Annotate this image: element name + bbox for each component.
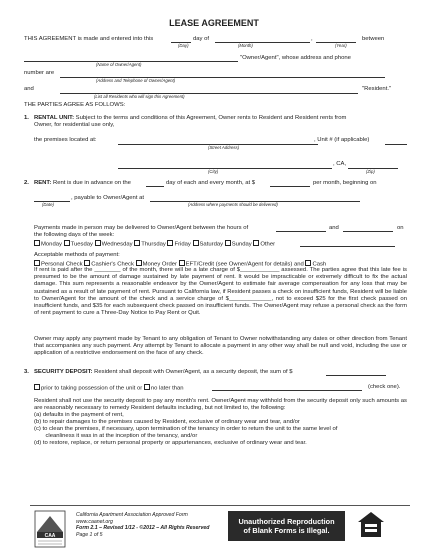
day-monday: Monday: [41, 241, 62, 248]
month-field[interactable]: [215, 42, 310, 43]
prior-text: prior to taking possession of the unit or: [41, 385, 143, 392]
label-day: (Day): [178, 43, 189, 48]
method-personal-check: Personal Check: [41, 261, 83, 268]
checkbox-icon[interactable]: [305, 260, 311, 266]
svg-text:CAA: CAA: [44, 533, 56, 539]
on-text: on: [397, 225, 404, 231]
reproduction-warning: [228, 511, 345, 541]
method-eft: EFT/Credit (see Owner/Agent for details) and: [185, 261, 304, 268]
owner-agent-text: "Owner/Agent", whose address and phone: [240, 55, 351, 61]
label-date: (Date): [42, 202, 54, 207]
checkbox-icon[interactable]: [95, 240, 101, 246]
label-year: (Year): [335, 43, 347, 48]
warning-line-2: of Blank Forms is Illegal.: [243, 526, 330, 535]
method-cashiers-check: Cashier's Check: [91, 261, 134, 268]
number-are-text: number are: [24, 70, 55, 76]
header-line-1: [24, 36, 153, 43]
rent-text-1: Rent is due in advance on the: [52, 180, 131, 186]
late-fee-paragraph: If rent is paid after the ________ of the month, there will be a late charge of $____________ assessed. The parties agree that this late fee is presumed to be the amount of damage sustained by late payment of rent. It would be impracticable or extremely difficult to fix the actual damage. This sum represents a reasonable endeavor by the Owner/Agent to estimate fair average compensation for any loss that may be sustained as a result of late payment of rent. Pursuant to California law, if Resident passes a check on insufficient funds, Resident will be liable to Owner/Agent for the amount of the check and a service charge of $_____________, not to exceed $25 for the first check passed on insufficient funds, and $35 for each subsequent check passed on insufficient funds. The Owner/Agent may refuse a personal check as the form of rent payment to cure a Three-Day Notice to Pay Rent or Quit.: [34, 267, 407, 317]
checkbox-icon[interactable]: [134, 240, 140, 246]
checkbox-icon[interactable]: [253, 240, 259, 246]
checkbox-icon[interactable]: [193, 240, 199, 246]
dayof-text: day of: [193, 36, 210, 42]
checkbox-icon[interactable]: [34, 240, 40, 246]
checkbox-icon[interactable]: [64, 240, 70, 246]
payment-application-paragraph: Owner may apply any payment made by Tenant to any obligation of Tenant to Owner notwithstanding any dates or other direction from Tenant that accompanies any such payment. Any attempt by Tenant to allocate a payment in any other way shall be null and void, including the use or application of a restrictive endorsement on the face of any check.: [34, 336, 407, 357]
checkbox-icon[interactable]: [167, 240, 173, 246]
footer-url[interactable]: www.caanet.org: [76, 518, 113, 525]
city-field[interactable]: [118, 168, 332, 169]
and-text: and: [24, 86, 34, 92]
day-friday: Friday: [174, 241, 191, 248]
day-thursday: Thursday: [141, 241, 166, 248]
day-wednesday: Wednesday: [101, 241, 133, 248]
label-city: (City): [208, 169, 219, 174]
days-checkboxes: [34, 240, 275, 249]
parties-agree: THE PARTIES AGREE AS FOLLOWS:: [24, 102, 126, 108]
deposit-amount-field[interactable]: [326, 375, 386, 376]
section-1-text: Subject to the terms and conditions of this Agreement, Owner rents to Resident and Resident rents from: [75, 115, 347, 121]
unit-field[interactable]: [385, 144, 407, 145]
footer-org: California Apartment Association Approved Form: [76, 512, 188, 518]
hours-from-field[interactable]: [276, 231, 326, 232]
payable-text: , payable to Owner/Agent at: [71, 195, 145, 201]
footer-page: Page 1 of 5: [76, 531, 103, 538]
deposit-text: Resident shall deposit with Owner/Agent, as a security deposit, the sum of $: [94, 369, 293, 375]
label-month: (Month): [238, 43, 253, 48]
footer-form: Form 2.1 – Revised 1/12 - ©2012 – All Rights Reserved: [76, 525, 210, 532]
payments-text: Payments made in person may be delivered to Owner/Agent between the hours of: [34, 225, 249, 231]
check-one-text: (check one).: [368, 384, 401, 390]
no-later-date-field[interactable]: [212, 390, 362, 391]
rent-amount-field[interactable]: [270, 186, 310, 187]
resident-text: "Resident.": [362, 86, 392, 92]
label-street: (Street Address): [208, 145, 240, 150]
section-3-number: 3.: [24, 369, 29, 375]
deposit-item-c: (c) to clean the premises, if necessary, upon termination of the tenancy in order to return the unit to the same level of: [34, 426, 338, 432]
no-later-text: no later than: [150, 385, 184, 392]
caa-logo-icon: [34, 510, 66, 548]
header-text: THIS AGREEMENT is made and entered into this: [24, 36, 154, 42]
label-residents: (List all Residents who will sign this Agreement): [94, 94, 185, 99]
checkbox-icon[interactable]: [34, 260, 40, 266]
deposit-paragraph: Resident shall not use the security deposit to pay any month's rent. Owner/Agent may withhold from the security deposit only such amounts as are reasonably necessary to remedy Resident defaults including, but not limited to, the following:: [34, 398, 407, 412]
checkbox-icon[interactable]: [34, 384, 40, 390]
checkbox-icon[interactable]: [144, 384, 150, 390]
unit-text: , Unit # (if applicable): [314, 137, 370, 143]
label-zip: (Zip): [366, 169, 375, 174]
footer-divider: [30, 505, 410, 506]
other-day-field[interactable]: [300, 246, 395, 247]
checkbox-icon[interactable]: [136, 260, 142, 266]
deposit-timing: [34, 384, 184, 393]
section-1-number: 1.: [24, 115, 29, 121]
section-2-heading: RENT:: [34, 180, 52, 186]
between-text: between: [362, 36, 385, 42]
deposit-item-a: (a) defaults in the payment of rent,: [34, 412, 124, 418]
section-1-heading: RENTAL UNIT:: [34, 115, 75, 121]
rent-text-3: per month, beginning on: [313, 180, 377, 186]
ca-text: , CA,: [333, 161, 347, 167]
label-where: (Address where payments should be delivered): [188, 202, 278, 207]
day-other: Other: [260, 241, 276, 248]
method-money-order: Money Order: [142, 261, 177, 268]
checkbox-icon[interactable]: [179, 260, 185, 266]
checkbox-icon[interactable]: [225, 240, 231, 246]
and-text-2: and: [329, 225, 339, 231]
following-days-text: the following days of the week:: [34, 232, 115, 238]
section-2-number: 2.: [24, 180, 29, 186]
deposit-item-c-cont: cleanliness it was in at the inception of the tenancy, and/or: [34, 433, 198, 439]
section-3-heading: SECURITY DEPOSIT:: [34, 369, 93, 375]
deposit-item-b: (b) to repair damages to the premises caused by Resident, exclusive of ordinary wear and tear, and/or: [34, 419, 300, 425]
day-tuesday: Tuesday: [70, 241, 93, 248]
deposit-item-d: (d) to restore, replace, or return personal property or appurtenances, exclusive of ordinary wear and tear.: [34, 440, 307, 446]
warning-line-1: Unauthorized Reproduction: [238, 517, 335, 526]
rent-text-2: day of each and every month, at $: [166, 180, 256, 186]
hours-to-field[interactable]: [343, 231, 393, 232]
page-title: LEASE AGREEMENT: [169, 18, 259, 28]
day-sunday: Sunday: [231, 241, 252, 248]
rent-due-day-field[interactable]: [146, 186, 164, 187]
acceptable-methods-text: Acceptable methods of payment:: [34, 252, 120, 258]
method-cash: Cash: [312, 261, 327, 268]
checkbox-icon[interactable]: [84, 260, 90, 266]
equal-housing-icon: [356, 510, 386, 540]
section-1-text-2: Owner, for residential use only,: [34, 122, 115, 128]
premises-text: the premises located at:: [34, 137, 97, 143]
label-owner-name: (Name of Owner/Agent): [96, 62, 142, 67]
day-saturday: Saturday: [199, 241, 224, 248]
label-owner-address: (Address and Telephone of Owner/Agent): [96, 78, 176, 83]
